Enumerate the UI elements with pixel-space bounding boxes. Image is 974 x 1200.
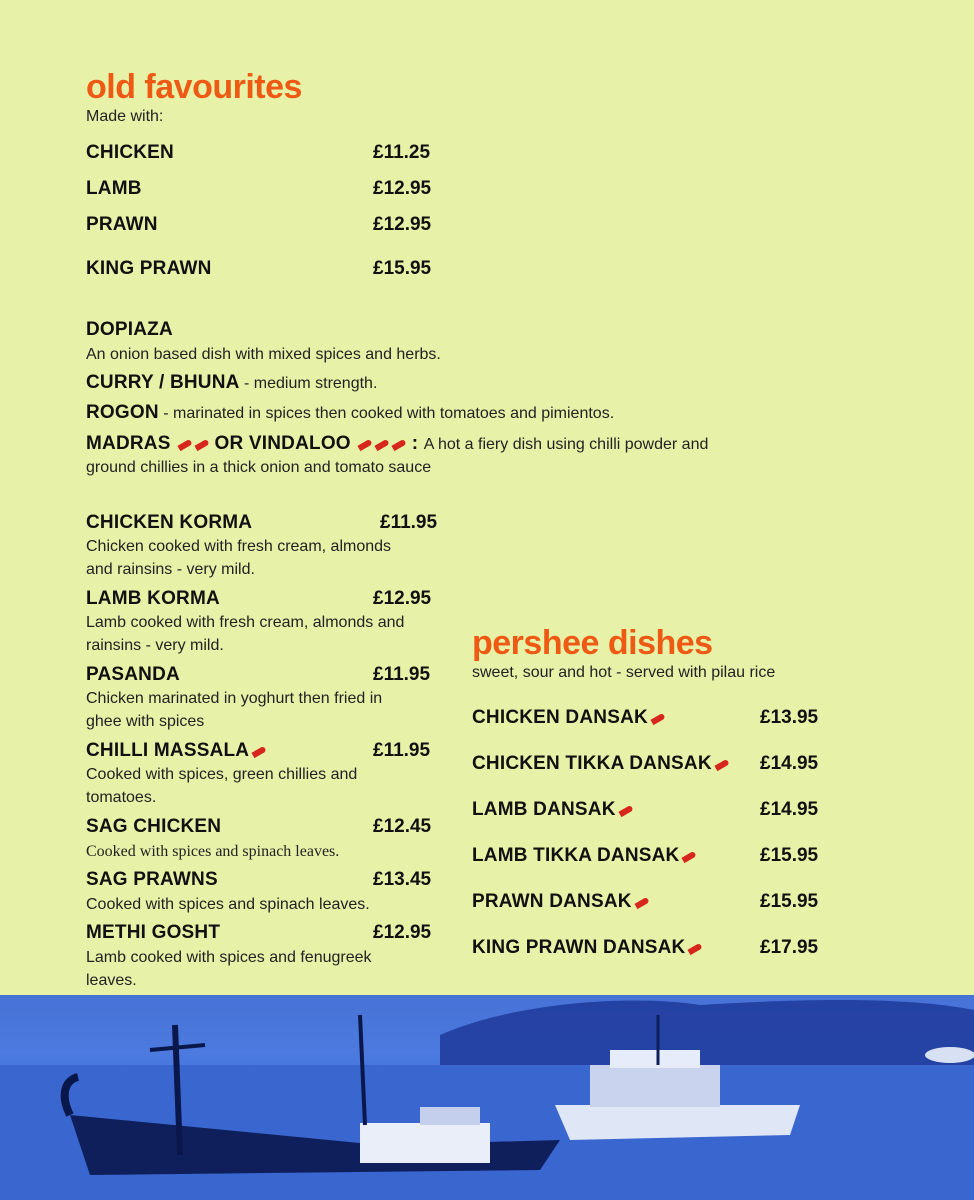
bhuna-name: CURRY / BHUNA (86, 372, 240, 393)
chili-icon (682, 851, 697, 863)
chili-icon (634, 897, 649, 909)
dish-name: SAG PRAWNS (86, 869, 218, 890)
dish-desc: leaves. (86, 972, 137, 989)
dish-desc: Cooked with spices and spinach leaves. (86, 843, 340, 860)
dish-name: CHICKEN KORMA (86, 512, 253, 533)
dopiaza-desc: An onion based dish with mixed spices and herbs. (86, 346, 441, 363)
dish-name: CHILLI MASSALA (86, 740, 250, 761)
rogon-desc: - marinated in spices then cooked with tomatoes and pimientos. (158, 405, 615, 422)
dish-desc: rainsins - very mild. (86, 637, 224, 654)
dopiaza-name: DOPIAZA (86, 319, 173, 340)
pershee-item-price: £14.95 (760, 753, 819, 774)
dish-name: SAG CHICKEN (86, 816, 222, 837)
dish-price: £11.95 (380, 512, 438, 533)
pershee-item-price: £15.95 (760, 845, 819, 866)
dish-desc: ghee with spices (86, 713, 205, 730)
chili-icon (688, 943, 703, 955)
pershee-item-name: PRAWN DANSAK (472, 891, 632, 912)
pershee-item (472, 753, 729, 775)
dish-name: PASANDA (86, 664, 180, 685)
dish-name: METHI GOSHT (86, 922, 221, 943)
dish-price: £11.95 (373, 740, 431, 761)
dish-desc: and rainsins - very mild. (86, 561, 255, 578)
rogon-line (86, 402, 614, 425)
protein-name: CHICKEN (86, 142, 174, 163)
chili-icon (358, 439, 373, 451)
madras-desc-2: ground chillies in a thick onion and tomato sauce (86, 459, 432, 476)
protein-name: KING PRAWN (86, 258, 212, 279)
pershee-item-name: CHICKEN TIKKA DANSAK (472, 753, 712, 774)
boats-photo (0, 995, 974, 1200)
dish-price: £12.95 (373, 922, 432, 943)
chili-icon (194, 439, 209, 451)
pershee-item-price: £15.95 (760, 891, 819, 912)
madras-line (86, 433, 708, 456)
pershee-heading: pershee dishes (472, 624, 713, 662)
dish-desc: Cooked with spices and spinach leaves. (86, 896, 370, 913)
dish-desc: Cooked with spices, green chillies and (86, 766, 358, 783)
pershee-subtitle: sweet, sour and hot - served with pilau rice (472, 664, 776, 681)
pershee-item-name: CHICKEN DANSAK (472, 707, 648, 728)
rogon-name: ROGON (86, 402, 159, 423)
pershee-item-price: £13.95 (760, 707, 819, 728)
protein-price: £15.95 (373, 258, 432, 279)
chili-icon (392, 439, 407, 451)
pershee-item-name: LAMB TIKKA DANSAK (472, 845, 680, 866)
chili-icon (714, 759, 729, 771)
dish-price: £12.45 (373, 816, 432, 837)
chili-icon (375, 439, 390, 451)
pershee-item (472, 891, 649, 913)
pershee-item-price: £14.95 (760, 799, 819, 820)
dish-desc: Lamb cooked with fresh cream, almonds and (86, 614, 405, 631)
dish-price: £12.95 (373, 588, 432, 609)
old-favourites-subtitle: Made with: (86, 108, 164, 125)
pershee-item (472, 937, 702, 959)
madras-desc: A hot a fiery dish using chilli powder and (423, 436, 709, 453)
dish-desc: Lamb cooked with spices and fenugreek (86, 949, 372, 966)
old-favourites-heading: old favourites (86, 68, 302, 106)
pershee-item-name: LAMB DANSAK (472, 799, 616, 820)
protein-name: LAMB (86, 178, 142, 199)
madras-colon: : (406, 433, 424, 454)
chili-icon (252, 746, 267, 758)
dish-desc: tomatoes. (86, 789, 157, 806)
pershee-item (472, 707, 665, 729)
boats-illustration (0, 995, 974, 1200)
pershee-item-price: £17.95 (760, 937, 819, 958)
dish-price: £13.45 (373, 869, 432, 890)
bhuna-desc: - medium strength. (239, 375, 378, 392)
chili-icon (177, 439, 192, 451)
dish-desc: Chicken marinated in yoghurt then fried in (86, 690, 383, 707)
pershee-item (472, 845, 696, 867)
protein-price: £12.95 (373, 178, 432, 199)
dish-name-line (86, 740, 266, 762)
protein-price: £11.25 (373, 142, 431, 163)
madras-name: MADRAS (86, 433, 171, 454)
chili-icon (618, 805, 633, 817)
dish-price: £11.95 (373, 664, 431, 685)
bhuna-line (86, 372, 377, 395)
pershee-item-name: KING PRAWN DANSAK (472, 937, 686, 958)
pershee-item (472, 799, 633, 821)
protein-price: £12.95 (373, 214, 432, 235)
vindaloo-name: OR VINDALOO (209, 433, 351, 454)
dish-name: LAMB KORMA (86, 588, 220, 609)
dish-desc: Chicken cooked with fresh cream, almonds (86, 538, 392, 555)
protein-name: PRAWN (86, 214, 158, 235)
chili-icon (650, 713, 665, 725)
